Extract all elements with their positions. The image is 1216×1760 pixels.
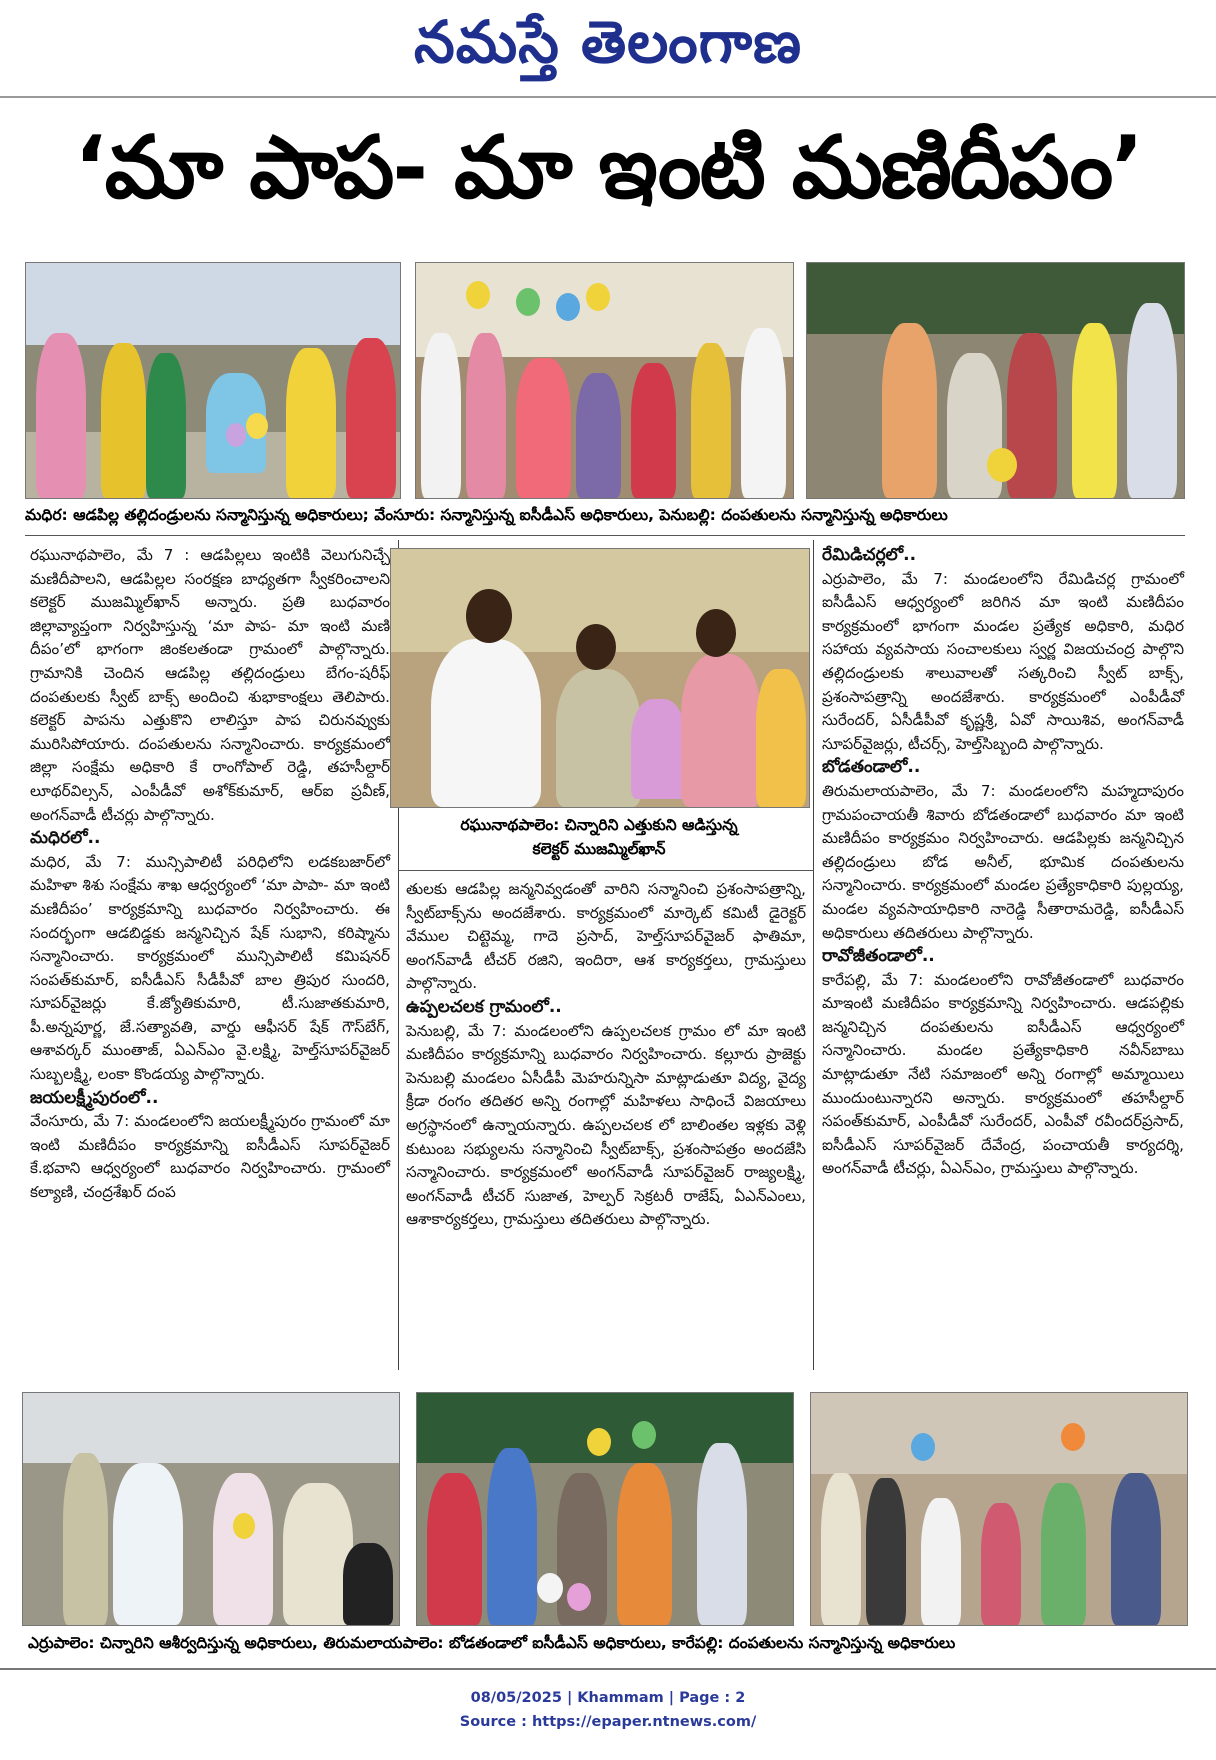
center-caption-line2: కలెక్టర్ ముజమ్మిల్‌ఖాన్ [532,840,666,858]
bottom-rule [0,1668,1216,1670]
column-1 [30,544,390,1205]
col3-para-remidicharla: ఎర్రుపాలెం, మే 7: మండలంలోని రేమిడిచర్ల గ్రామంలో ఐసీడీఎస్ ఆధ్వర్యంలో జరిగిన మా ఇంటి మణిదీపం కార్యక్రమంలో భాగంగా మండల ప్రత్యేక అధికారి, మధిర సహాయ వ్యవసాయ సంచాలకులు స్వర్ణ విజయచంద్ర పాల్గొని తల్లిదండ్రులకు శాలువాలతో సత్కరించి స్వీట్ బాక్స్, ప్రశంసాపత్రాన్ని అందజేశారు. కార్యక్రమంలో ఎంపీడీవో సురేందర్, ఏసీడీపీవో కృష్ణశ్రీ, ఏవో సాయిశివ, అంగన్‌వాడీ సూపర్‌వైజర్లు, టీచర్స్, హెల్త్‌సిబ్బంది పాల్గొన్నారు. [822,569,1184,753]
column-3 [822,544,1184,1181]
column-divider-right [813,540,814,1370]
col3-subhead-bodathanda: బోడతండాలో.. [822,757,921,778]
col1-para-jayalakshmipuram: వేంసూరు, మే 7: మండలంలోని జయలక్ష్మీపురం గ్రామంలో మా ఇంటి మణిదీపం కార్యక్రమాన్ని ఐసీడీఎస్ సూపర్‌వైజర్ కే.భవాని ఆధ్వర్యంలో బుధవారం నిర్వహించారు. గ్రామంలో కల్యాణి, చంద్రశేఖర్ దంప [30,1112,390,1202]
col3-subhead-remidicharla: రేమిడిచర్లలో.. [822,545,917,565]
footer-source-link[interactable]: Source : https://epaper.ntnews.com/ [459,1714,757,1730]
photo-madhira [25,262,401,499]
col3-para-ravojithanda: కారేపల్లి, మే 7: మండలంలోని రావోజీతండాలో బుధవారం మాఇంటి మణిదీపం కార్యక్రమాన్ని నిర్వహించారు. ఆడపల్లికు జన్మనిచ్చిన దంపతులను ఐసీడీఎస్ ఆధ్వర్యంలో సన్మానించారు. మండల ప్రత్యేకాధికారి నవీన్‌బాబు మాట్లాడుతూ నేటి సమాజంలో అన్ని రంగాల్లో అమ్మాయిలు ముందుంటున్నారని అన్నారు. కార్యక్రమంలో తహసీల్దార్ సపంత్‌కుమార్, ఎంపీడీవో సురేందర్, ఎంపీవో రవీందర్‌ప్రసాద్, ఐసీడీఎస్ సూపర్‌వైజర్ దేవేంద్ర, పంచాయతీ కార్యదర్శి, అంగన్‌వాడీ టీచర్లు, ఏఎన్‌ఎం, గ్రామస్తులు పాల్గొన్నారు. [822,970,1184,1178]
col1-subhead-jayalakshmipuram: జయలక్ష్మీపురంలో.. [30,1087,159,1108]
col1-para-madhira: మధిర, మే 7: మున్సిపాలిటీ పరిధిలోని లడకబజార్‌లో మహిళా శిశు సంక్షేమ శాఖ ఆధ్వర్యంలో ‘మా పాపా- మా ఇంటి మణిదీపం’ కార్యక్రమాన్ని బుధవారం నిర్వహించారు. ఈ సందర్భంగా ఆడబిడ్డకు జన్మనిచ్చిన షేక్ సుభాని, కరిష్మాను సన్మానించారు. కార్యక్రమంలో మున్సిపాలిటీ కమిషనర్ సంపత్‌కుమార్, ఐసీడీఎస్ సీడీపీవో బాల త్రిపుర సుందరి, సూపర్‌వైజర్లు కే.జ్యోతికుమారి, టీ.సుజాతకుమారి, పీ.అన్నపూర్ణ, జే.సత్యావతి, వార్డు ఆఫీసర్ షేక్ గౌస్‌బేగ్, ఆశావర్కర్ ముంతాజ్, ఏఎన్‌ఎం వై.లక్ష్మి, హెల్త్‌సూపర్‌వైజర్ సుబ్బలక్ష్మి, లంకా కొండయ్య పాల్గొన్నారు. [30,852,390,1084]
masthead-divider [0,96,1216,98]
center-caption-line1: రఘునాథపాలెం: చిన్నారిని ఎత్తుకుని ఆడిస్తున్న [460,816,738,834]
masthead-logo: నమస్తే తెలంగాణ [414,8,802,76]
col3-subhead-ravojithanda: రావోజీతండాలో.. [822,946,935,967]
photo-errupalem [22,1392,400,1626]
photo-bodathanda [416,1392,794,1626]
col2-para-continued: తులకు ఆడపిల్ల జన్మనివ్వడంతో వారిని సన్మానించి ప్రశంసాపత్రాన్ని, స్వీట్‌బాక్స్‌ను అందజేశారు. కార్యక్రమంలో మార్కెట్ కమిటీ డైరెక్టర్ వేముల చిట్టెమ్మ, గాదె ప్రసాద్, హెల్త్‌సూపర్‌వైజర్ ఫాతిమా, అంగన్‌వాడీ టీచర్ రజిని, ఇందిరా, ఆశ కార్యకర్తలు, గ్రామస్తులు పాల్గొన్నారు. [406,880,806,993]
photo-collector [390,548,810,808]
column-2 [406,878,806,1232]
col1-subhead-madhira: మధిరలో.. [30,828,101,849]
photo-penuballi [806,262,1185,499]
col1-intro: రఘునాథపాలెం, మే 7 : ఆడపిల్లలు ఇంటికి వెలుగునిచ్చే మణిదీపాలని, ఆడపిల్లల సంరక్షణ బాధ్యతగా స్వీకరించాలని కలెక్టర్ ముజమ్మిల్‌ఖాన్ అన్నారు. ప్రతి బుధవారం జిల్లావ్యాప్తంగా నిర్వహిస్తున్న ‘మా పాప- మా ఇంటి మణి దీపం’లో భాగంగా జింకలతండా గ్రామంలో పాల్గొన్నారు. గ్రామానికి చెందిన ఆడపిల్ల తల్లిదండ్రులు బేగం-షరీఫ్ దంపతులకు స్వీట్ బాక్స్ అందించి శుభాకాంక్షలు తెలిపారు. కలెక్టర్ పాపను ఎత్తుకొని లాలిస్తూ పాప చిరునవ్వుకు మురిసిపోయారు. దంపతులను సన్మానించారు. కార్యక్రమంలో జిల్లా సంక్షేమ అధికారి కే రాంగోపాల్ రెడ్డి, తహసీల్దార్ లూథర్‌విల్సన్, ఎంపీడీవో అశోక్‌కుమార్, ఆర్‌ఐ ప్రవీణ్, అంగన్‌వాడీ టీచర్లు పాల్గొన్నారు. [30,546,390,824]
caption-underline [25,535,1185,536]
bottom-caption: ఎర్రుపాలెం: చిన్నారిని ఆశీర్వదిస్తున్న అధికారులు, తిరుమలాయపాలెం: బోడతండాలో ఐసీడీఎస్ అధికారులు, కారేపల్లి: దంపతులను సన్మానిస్తున్న అధికారులు [28,1634,956,1652]
top-caption: మధిర: ఆడపిల్ల తల్లిదండ్రులను సన్మానిస్తున్న అధికారులు; వేంసూరు: సన్మానిస్తున్న ఐసీడీఎస్ అధికారులు, పెనుబల్లి: దంపతులను సన్మానిస్తున్న అధికారులు [25,506,948,524]
headline: ‘మా పాప- మా ఇంటి మణిదీపం’ [74,118,1142,218]
col2-para-uppalachalaka: పెనుబల్లి, మే 7: మండలంలోని ఉప్పలచలక గ్రామం లో మా ఇంటి మణిదీపం కార్యక్రమాన్ని బుధవారం నిర్వహించారు. కల్లూరు ప్రాజెక్టు పెనుబల్లి మండలం ఏసీడీపీ మెహరున్నిసా మాట్లాడుతూ విద్య, వైద్య క్రీడా రంగం తదితర అన్ని రంగాల్లో మహిళలు సాధించే విజయాలు అగ్రస్థానంలో ఉన్నాయన్నారు. ఉప్పలచలక లో బాలింతల ఇళ్లకు వెళ్లి కుటుంబ సభ్యులను సన్మానించి స్వీట్‌బాక్స్, ప్రశంసాపత్రం అందజేసి సన్మానించారు. కార్యక్రమంలో అంగన్‌వాడీ సూపర్‌వైజర్ రాజ్యలక్ష్మి, అంగన్‌వాడీ టీచర్ సుజాత, హెల్పర్ సెక్రటరీ రాజేష్, ఏఎన్‌ఎంలు, ఆశాకార్యకర్తలు, గ్రామస్తులు తదితరులు పాల్గొన్నారు. [406,1021,806,1229]
photo-karepalli [810,1392,1188,1626]
footer-date-edition: 08/05/2025 | Khammam | Page : 2 [470,1690,746,1706]
center-caption-underline [398,870,813,871]
col2-subhead-uppalachalaka: ఉప్పలచలక గ్రామంలో.. [406,996,562,1017]
col3-para-bodathanda: తిరుమలాయపాలెం, మే 7: మండలంలోని మహ్మదాపురం గ్రామపంచాయతీ శివారు బోడతండాలో బుధవారం మా ఇంటి మణిదీపం కార్యక్రమం నిర్వహించారు. ఆడపిల్లకు జన్మనిచ్చిన తల్లిదండ్రులు బోడ అనీల్, భూమిక దంపతులను సన్మానించారు. కార్యక్రమంలో మండల ప్రత్యేకాధికారి పుల్లయ్య, మండల వ్యవసాయాధికారి నారెడ్డి సీతారామరెడ్డి, ఐసీడీఎస్ అధికారులు తదితరులు పాల్గొన్నారు. [822,781,1184,942]
photo-vemsur [415,262,794,499]
